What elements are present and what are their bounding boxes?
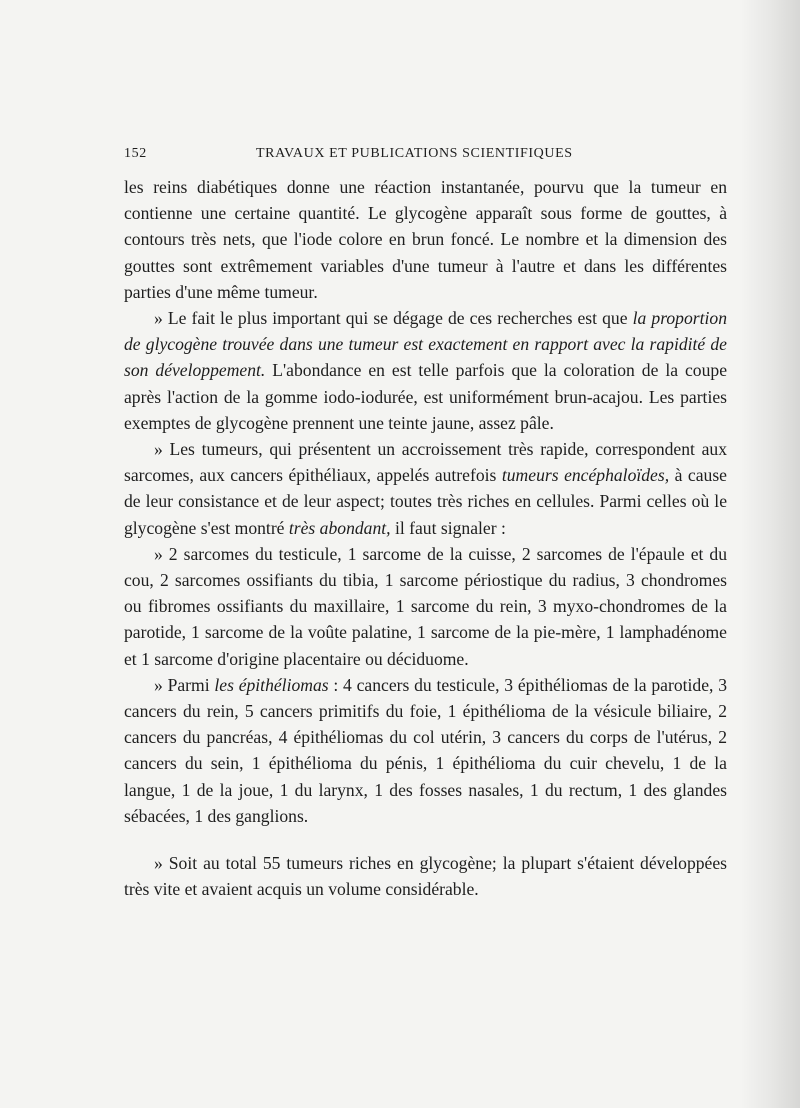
paragraph-5-text-c: : 4 cancers du testicule, 3 épithéliomas de la parotide, 3 cancers du rein, 5 cancers primitifs du foie, 1 épithélioma de la vésicule biliaire, 2 cancers du pancréas, 4 épithéliomas du col utérin, 3 cancers du corps de l'utérus, 2 cancers du sein, 1 épithélioma du pénis, 1 épithélioma du cuir chevelu, 1 de la langue, 1 de la joue, 1 du larynx, 1 des fosses nasales, 1 du rectum, 1 des glandes sébacées, 1 des ganglions.	[124, 674, 727, 826]
paragraph-4: » 2 sarcomes du testicule, 1 sarcome de la cuisse, 2 sarcomes de l'épaule et du cou, 2 sarcomes ossifiants du tibia, 1 sarcome périostique du radius, 3 chondromes ou fibromes ossifiants du maxillaire, 1 sarcome du rein, 3 myxo-chondromes de la parotide, 1 sarcome de la voûte palatine, 1 sarcome de la pie-mère, 1 lamphadénome et 1 sarcome d'origine placentaire ou déciduome.	[124, 543, 727, 669]
paragraph-3	[124, 436, 727, 541]
paragraph-5	[124, 672, 727, 829]
paragraph-3-text-c: à cause de leur consistance et de leur aspect; toutes très riches en cellules. Parmi celles où le glycogène s'est montré	[124, 465, 727, 538]
paragraph-3-text-a: » Les tumeurs, qui présentent un accroissement très rapide, correspondent aux sarcomes, aux cancers épithéliaux, appelés autrefois	[124, 439, 727, 486]
running-title: TRAVAUX ET PUBLICATIONS SCIENTIFIQUES	[256, 146, 573, 161]
body-text	[124, 174, 727, 902]
running-header	[124, 146, 730, 168]
paragraph-3-italic-2: très abondant,	[288, 517, 391, 538]
paragraph-2	[124, 305, 727, 436]
page-edge-shadow	[740, 0, 800, 1108]
paragraph-3-italic-1: tumeurs encéphaloïdes,	[501, 465, 670, 486]
paragraph-2-italic: la proportion de glycogène trouvée dans une tumeur est exactement en rapport avec la rapidité de son développement.	[124, 308, 727, 381]
paragraph-2-text-a: » Le fait le plus important qui se dégage de ces recherches est que	[154, 308, 633, 329]
paragraph-2-text-c: L'abondance en est telle parfois que la coloration de la coupe après l'action de la gomme iodo-iodurée, est uniformément brun-acajou. Les parties exemptes de glycogène prennent une teinte jaune, assez pâle.	[124, 360, 728, 433]
paragraph-6: » Soit au total 55 tumeurs riches en glycogène; la plupart s'étaient développées très vite et avaient acquis un volume considérable.	[124, 853, 727, 900]
paragraph-5-italic: les épithéliomas	[214, 674, 329, 695]
page-number: 152	[124, 146, 147, 161]
paragraph-1: les reins diabétiques donne une réaction instantanée, pourvu que la tumeur en contienne une certaine quantité. Le glycogène apparaît sous forme de gouttes, à contours très nets, que l'iode colore en brun foncé. Le nombre et la dimension des gouttes sont extrêmement variables d'une tumeur à l'autre et dans les différentes parties d'une même tumeur.	[124, 177, 727, 302]
paragraph-5-text-a: » Parmi	[154, 674, 215, 695]
paragraph-3-text-e: il faut signaler :	[390, 517, 506, 538]
